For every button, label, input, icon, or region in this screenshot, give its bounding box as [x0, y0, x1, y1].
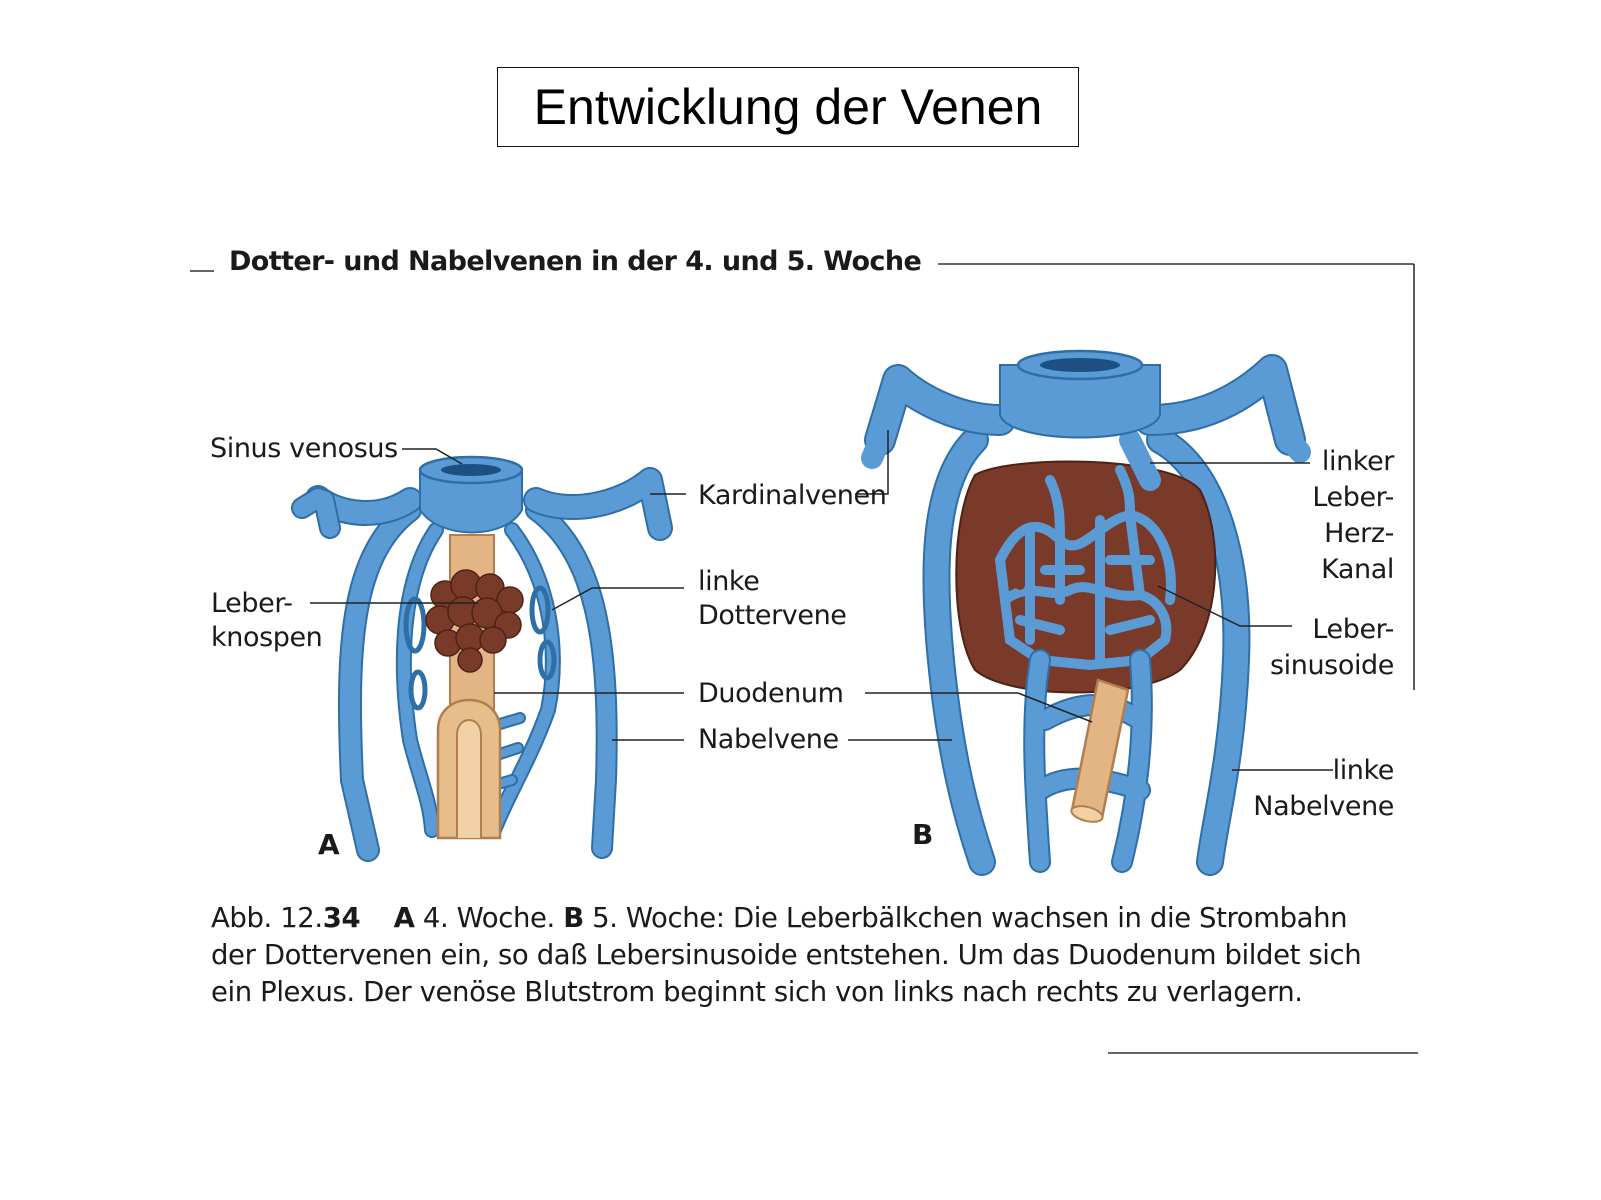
label-linke-dottervene-line1: linke [698, 566, 760, 597]
section-heading: Dotter- und Nabelvenen in der 4. und 5. Woche [229, 246, 922, 277]
label-linker-leber-herz-kanal-line2: Leber- [1312, 482, 1394, 513]
label-linke-dottervene-line2: Dottervene [698, 600, 847, 631]
caption-line-1 [211, 900, 1401, 937]
panel-letter-b: B [912, 818, 934, 851]
caption-fig-prefix: Abb. 12. [211, 902, 323, 934]
label-linke-nabelvene-line1: linke [1332, 755, 1394, 786]
caption-a-text: 4. Woche. [414, 902, 564, 934]
slide-title: Entwicklung der Venen [497, 67, 1079, 147]
label-nabelvene: Nabelvene [698, 724, 839, 755]
panel-a-illustration [302, 457, 660, 850]
figure-caption [211, 900, 1401, 1011]
sinus-venosus-b [1000, 351, 1160, 438]
sinus-venosus-a [420, 457, 522, 533]
caption-fig-number: 34 [322, 902, 361, 934]
label-sinus-venosus: Sinus venosus [210, 433, 398, 464]
leberknospen-cluster [426, 570, 523, 672]
caption-a-letter: A [393, 902, 415, 934]
label-leberknospen-line1: Leber- [211, 588, 293, 619]
label-lebersinusoide-line2: sinusoide [1269, 650, 1394, 681]
caption-line-3: ein Plexus. Der venöse Blutstrom beginnt sich von links nach rechts zu verlagern. [211, 976, 1303, 1008]
caption-b-letter: B [563, 902, 584, 934]
label-linker-leber-herz-kanal-line1: linker [1321, 446, 1394, 477]
label-leberknospen-line2: knospen [211, 622, 323, 653]
label-linke-nabelvene-line2: Nabelvene [1253, 791, 1394, 822]
caption-b-text: 5. Woche: Die Leberbälkchen wachsen in die Strombahn [583, 902, 1348, 934]
label-duodenum: Duodenum [698, 678, 844, 709]
label-kardinalvenen: Kardinalvenen [698, 480, 887, 511]
label-linker-leber-herz-kanal-line3: Herz- [1324, 518, 1394, 549]
label-lebersinusoide-line1: Leber- [1312, 614, 1394, 645]
panel-letter-a: A [318, 828, 340, 861]
caption-line-2: der Dottervenen ein, so daß Lebersinusoide entstehen. Um das Duodenum bildet sich [211, 939, 1362, 971]
label-linker-leber-herz-kanal-line4: Kanal [1321, 554, 1394, 585]
liver-b [956, 461, 1215, 692]
